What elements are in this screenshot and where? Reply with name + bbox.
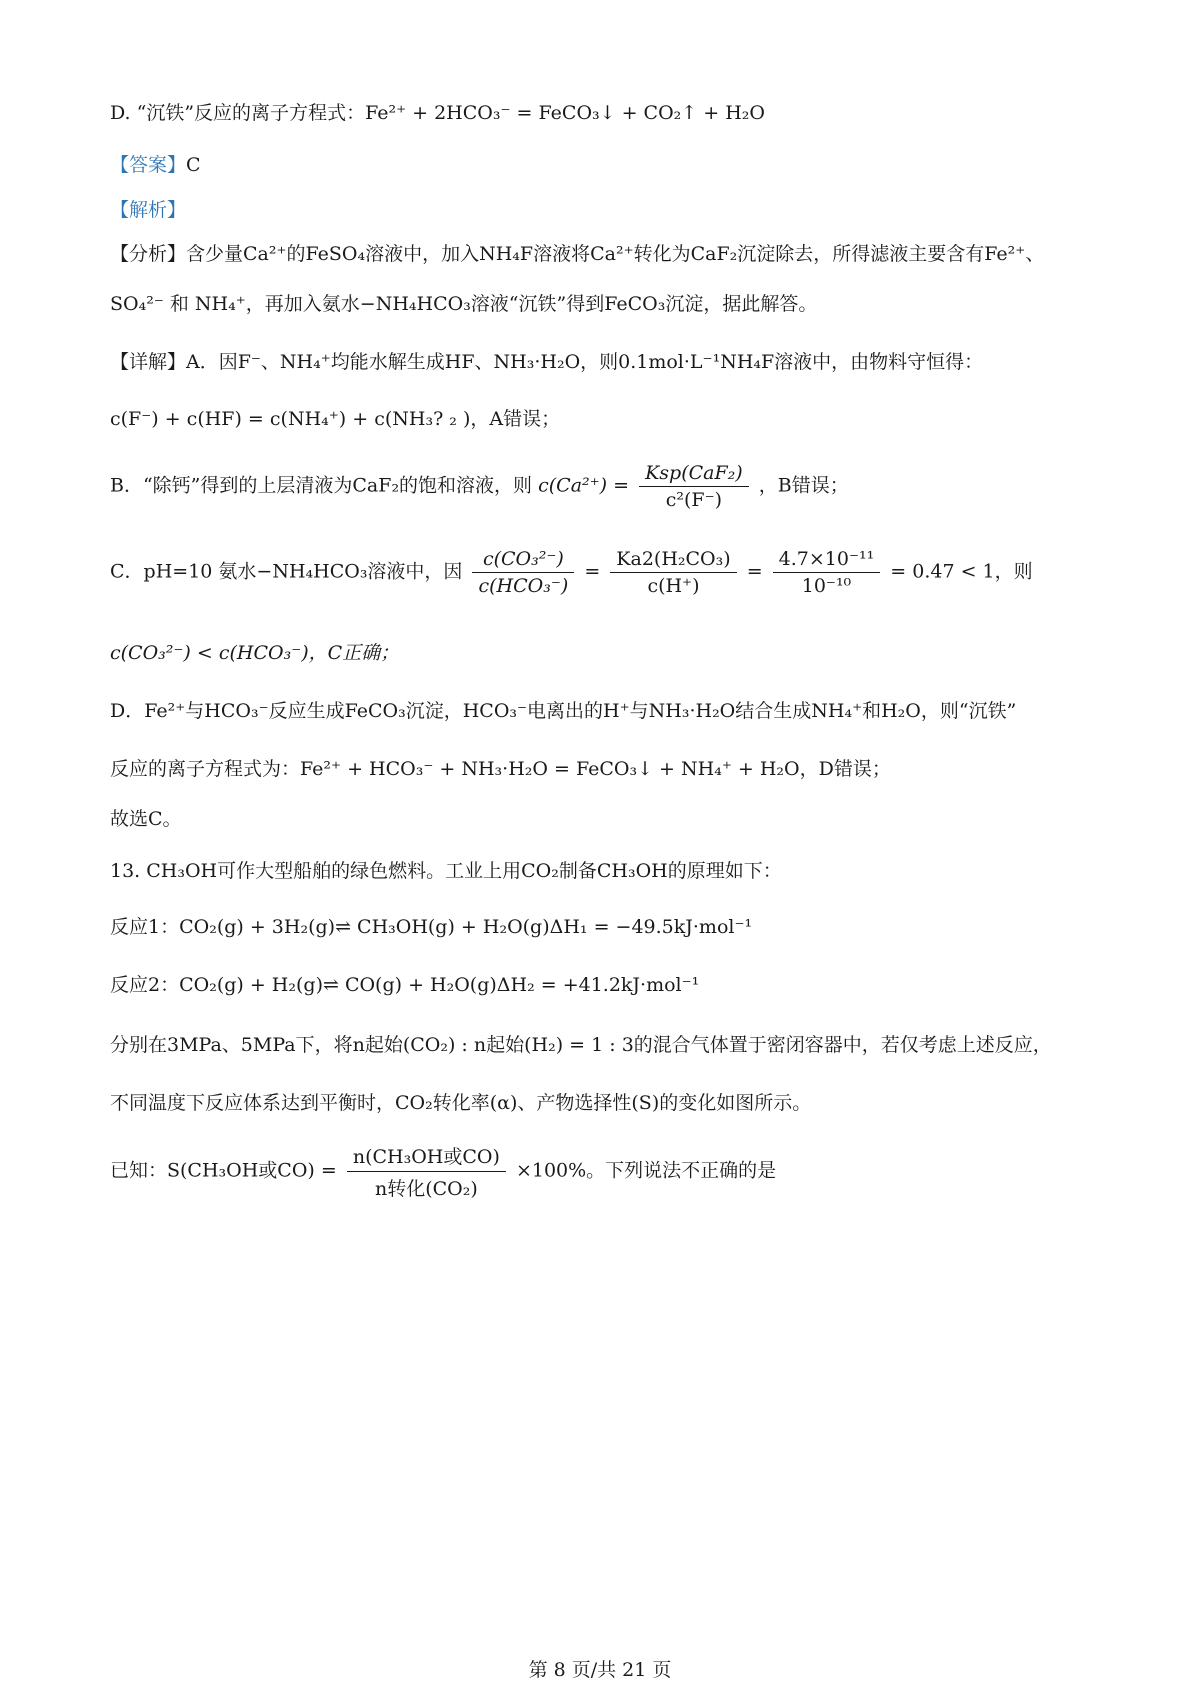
- fraction-numerator: Ka2(H₂CO₃): [610, 548, 736, 573]
- detail-d-line-2: 反应的离子方程式为：Fe²⁺ + HCO₃⁻ + NH₃·H₂O = FeCO₃↓ + NH₄⁺ + H₂O，D错误；: [110, 758, 891, 780]
- page-footer: 第 8 页/共 21 页: [528, 1659, 672, 1681]
- equals-sign: =: [584, 560, 601, 583]
- detail-c-prefix: C．pH=10 氨水−NH₄HCO₃溶液中，因: [110, 560, 463, 583]
- detail-b-line: [110, 462, 849, 511]
- fenxi-line-2: SO₄²⁻ 和 NH₄⁺，再加入氨水−NH₄HCO₃溶液“沉铁”得到FeCO₃沉淀，据此解答。: [110, 293, 818, 315]
- fraction-denominator: 10⁻¹⁰: [801, 575, 852, 597]
- conclusion-line: 故选C。: [110, 808, 182, 830]
- detail-c-line-2: c(CO₃²⁻) < c(HCO₃⁻)，C正确；: [110, 642, 400, 664]
- detail-c-fraction-value: [773, 548, 881, 597]
- detail-a-line-2: c(F⁻) + c(HF) = c(NH₄⁺) + c(NH₃? ₂ )，A错误；: [110, 408, 561, 430]
- detail-c-fraction-ratio: [472, 548, 574, 597]
- fraction-numerator: 4.7×10⁻¹¹: [773, 548, 881, 573]
- condition-line-2: 不同温度下反应体系达到平衡时，CO₂转化率(α)、产物选择性(S)的变化如图所示。: [110, 1092, 812, 1114]
- selectivity-fraction: [347, 1142, 506, 1201]
- detail-d-line-1: D．Fe²⁺与HCO₃⁻反应生成FeCO₃沉淀，HCO₃⁻电离出的H⁺与NH₃·H₂O结合生成NH₄⁺和H₂O，则“沉铁”: [110, 700, 1017, 722]
- detail-c-line-1: [110, 548, 1033, 597]
- answer-value: C: [186, 154, 201, 176]
- answer-tag: 【答案】: [110, 154, 187, 176]
- condition-line-1: 分别在3MPa、5MPa下，将n起始(CO₂) : n起始(H₂) = 1 : 3的混合气体置于密闭容器中，若仅考虑上述反应，: [110, 1034, 1052, 1056]
- detail-b-fraction: [639, 462, 749, 511]
- option-d-statement: D. “沉铁”反应的离子方程式：Fe²⁺ + 2HCO₃⁻ = FeCO₃↓ + CO₂↑ + H₂O: [110, 102, 765, 124]
- known-definition-line: [110, 1142, 776, 1201]
- fraction-denominator: c²(F⁻): [665, 489, 723, 511]
- detail-a-line-1: 【详解】A．因F⁻、NH₄⁺均能水解生成HF、NH₃·H₂O，则0.1mol·L⁻¹NH₄F溶液中，由物料守恒得：: [110, 351, 984, 373]
- detail-c-suffix: = 0.47 < 1，则: [890, 560, 1033, 583]
- fraction-denominator: n转化(CO₂): [374, 1178, 478, 1200]
- reaction-1: 反应1：CO₂(g) + 3H₂(g)⇌ CH₃OH(g) + H₂O(g)ΔH₁ = −49.5kJ·mol⁻¹: [110, 916, 753, 938]
- fraction-denominator: c(H⁺): [647, 575, 700, 597]
- detail-b-lhs: c(Ca²⁺) =: [538, 474, 630, 497]
- analysis-tag: 【解析】: [110, 199, 187, 221]
- fraction-numerator: Ksp(CaF₂): [639, 462, 749, 487]
- answer-line: [110, 152, 201, 178]
- fenxi-line-1: 【分析】含少量Ca²⁺的FeSO₄溶液中，加入NH₄F溶液将Ca²⁺转化为CaF₂沉淀除去，所得滤液主要含有Fe²⁺、: [110, 243, 1045, 265]
- question-13-stem: 13. CH₃OH可作大型船舶的绿色燃料。工业上用CO₂制备CH₃OH的原理如下：: [110, 860, 782, 882]
- fraction-numerator: c(CO₃²⁻): [472, 548, 574, 573]
- detail-b-prefix: B．“除钙”得到的上层清液为CaF₂的饱和溶液，则: [110, 474, 533, 497]
- known-prefix: 已知：S(CH₃OH或CO) =: [110, 1159, 337, 1182]
- equals-sign: =: [746, 560, 763, 583]
- detail-c-fraction-ka: [610, 548, 736, 597]
- reaction-2: 反应2：CO₂(g) + H₂(g)⇌ CO(g) + H₂O(g)ΔH₂ = +41.2kJ·mol⁻¹: [110, 974, 700, 996]
- fraction-numerator: n(CH₃OH或CO): [347, 1142, 506, 1172]
- fraction-denominator: c(HCO₃⁻): [478, 575, 569, 597]
- detail-b-suffix: ，B错误；: [758, 474, 849, 497]
- known-suffix: ×100%。下列说法不正确的是: [515, 1159, 777, 1182]
